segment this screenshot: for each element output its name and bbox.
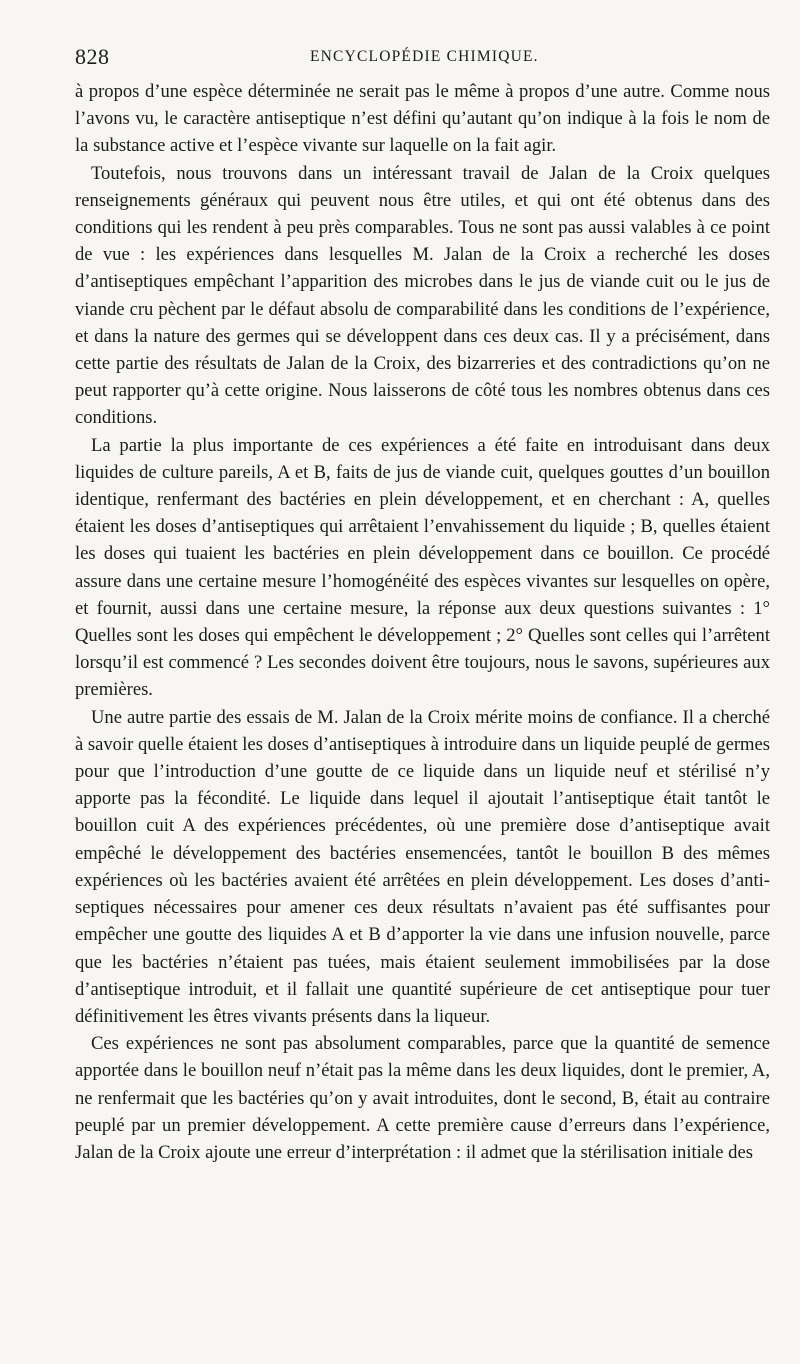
running-header	[75, 44, 770, 74]
paragraph-comparability: Ces expériences ne sont pas absolument comparables, parce que la quantité de semence apportée dans le bouillon neuf n’était pas la même dans les deux liquides, dont le premier, A, ne renfermait que les bactéries qu’on y avait introduites, dont le second, B, était au contraire peuplé par un premier développement. A cette première cause d’erreurs dans l’expérience, Jalan de la Croix ajoute une erreur d’interprétation : il admet que la stérilisation initiale des	[75, 1033, 770, 1163]
running-title: ENCYCLOPÉDIE CHIMIQUE.	[310, 48, 539, 65]
page-number: 828	[75, 44, 110, 69]
paragraph-continued: à propos d’une espèce déterminée ne serait pas le même à propos d’une autre. Comme nous l’avons vu, le caractère antiseptique n’est défini qu’autant qu’on indique à la fois le nom de la substance active et l’espèce vivante sur laquelle on la fait agir.	[75, 81, 770, 157]
paragraph-main-experiments: La partie la plus importante de ces expériences a été faite en introduisant dans deux liquides de culture pareils, A et B, faits de jus de viande cuit, quelques gouttes d’un bouillon identique, renfermant des bactéries en plein développement, et en cherchant : A, quelles étaient les doses d’antiseptiques qui arrêtaient l’envahissement du liquide ; B, quelles étaient les doses qui tuaient les bactéries en plein développement dans ce bouillon. Ce procédé assure dans une certaine mesure l’homogénéité des espèces vivantes sur lesquelles on opère, et fournit, aussi dans une certaine mesure, la réponse aux deux questions suivantes : 1° Quelles sont les doses qui empêchent le développement ; 2° Quelles sont celles qui l’arrêtent lorsqu’il est commencé ? Les secondes doivent être toujours, nous le savons, supérieures aux premières.	[75, 434, 770, 701]
paragraph-other-trials: Une autre partie des essais de M. Jalan de la Croix mérite moins de confiance. Il a cherché à savoir quelle étaient les doses d’antiseptiques à introduire dans un liquide peuplé de germes pour que l’introduction d’une goutte de ce liquide dans un liquide neuf et stérilisé n’y apporte pas la fécondité. Le liquide dans lequel il ajoutait l’antiseptique était tantôt le bouillon cuit A des expériences précédentes, où une première dose d’antiseptique avait empêché le développement des bactéries ensemencées, tantôt le bouillon B des mêmes expériences où les bactéries avaient été arrêtées en plein développement. Les doses d’antiseptiques nécessaires pour amener ces deux résultats n’avaient pas été suffisantes pour empêcher une goutte des liquides A et B d’apporter la vie dans une infusion nouvelle, parce que les bactéries n’étaient pas tuées, mais étaient seulement immobilisées par la dose d’antiseptique introduit, et il fallait une quantité supérieure de cet antiseptique pour tuer définitivement les êtres vivants présents dans la liqueur.	[75, 706, 770, 1027]
body-text	[75, 78, 770, 1166]
paragraph-jalan-intro: Toutefois, nous trouvons dans un intéressant travail de Jalan de la Croix quelques renseignements généraux qui peuvent nous être utiles, et qui ont été obtenus dans des conditions qui les rendent à peu près comparables. Tous ne sont pas aussi valables à ce point de vue : les expériences dans lesquelles M. Jalan de la Croix a recherché les doses d’antiseptiques empêchant l’apparition des microbes dans le jus de viande cuit ou le jus de viande cru pèchent par le défaut absolu de comparabilité dans les conditions de l’expérience, et dans la nature des germes qui se développent dans ces deux cas. Il y a précisément, dans cette partie des résultats de Jalan de la Croix, des bizarreries et des contradictions qu’on ne peut rapporter qu’à cette origine. Nous laisserons de côté tous les nombres obtenus dans ces conditions.	[75, 162, 770, 429]
